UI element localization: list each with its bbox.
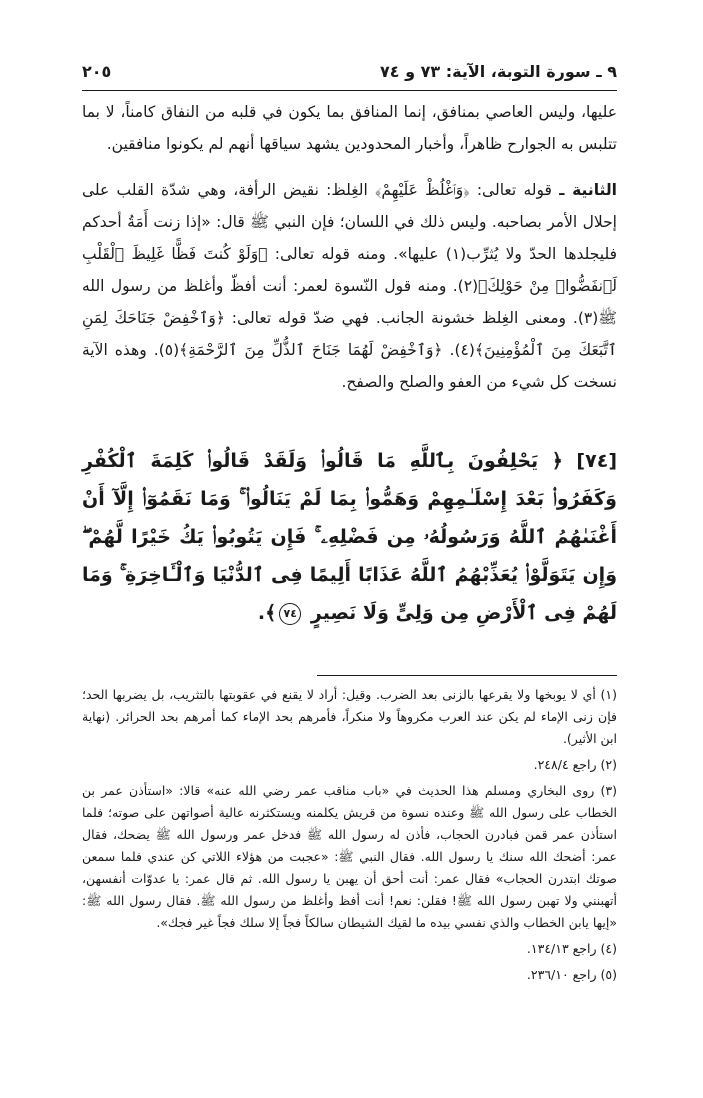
footnote-3: (٣) روى البخاري ومسلم هذا الحديث في «باب مناقب عمر رضي الله عنه» قالا: «استأذن عمر بن الخطاب على رسول الله ﷺ وعنده نسوة من قريش يكلمنه ويستكثرنه عالية أصواتهن على صوته؛ فلما استأذن عمر قمن فبادرن الحجاب، فأذن له رسول الله ﷺ فدخل عمر ورسول الله ﷺ يضحك، فقال عمر: أضحك الله سنك يا رسول الله. فقال النبي ﷺ: «عجبت من هؤلاء اللاتي كن عندي فلما سمعن صوتك ابتدرن الحجاب» فقال عمر: أنت أحق أن يهبن يا رسول الله. ثم قال عمر: يا عدوّات أنفسهن، أتهبنني ولا تهبن رسول الله ﷺ! فقلن: نعم! أنت أفظ وأغلظ من رسول الله ﷺ. فقال رسول الله ﷺ: «إيها يابن الخطاب والذي نفسي بيده ما لقيك الشيطان سالكاً فجاً إلا سلك فجاً غير فجك». bbox=[82, 783, 617, 930]
verse-closing: ﴾. bbox=[257, 602, 277, 624]
quran-verse bbox=[82, 442, 617, 632]
running-header bbox=[82, 62, 617, 90]
footnote-2: (٢) راجع ٢٤٨/٤. bbox=[533, 757, 617, 772]
page-number: ٢٠٥ bbox=[82, 62, 112, 81]
ayah-end-marker: ٧٤ bbox=[279, 603, 301, 625]
footnotes bbox=[82, 684, 617, 986]
section-lead: الثانية ـ bbox=[559, 181, 617, 199]
footnote-5: (٥) راجع ٢٣٦/١٠. bbox=[526, 967, 617, 982]
footnote-rule bbox=[317, 675, 617, 676]
header-rule bbox=[82, 90, 617, 91]
verse-line bbox=[82, 442, 617, 632]
footnote-4: (٤) راجع ١٣٤/١٣. bbox=[526, 941, 617, 956]
surah-title: ٩ ـ سورة التوبة، الآية: ٧٣ و ٧٤ bbox=[379, 62, 617, 81]
paragraph-2-text: قوله تعالى: ﴿وَٱغْلُظْ عَلَيْهِمْ﴾ الغِلظ: نقيض الرأفة، وهي شدّة القلب على إحلال الأمر بصاحبه. وليس ذلك في اللسان؛ فإن النبي ﷺ قال: «إذا زنت أَمَةُ أحدكم فليجلدها الحدّ ولا يُثرِّب(١) عليها». ومنه قوله تعالى: ﴿وَلَوْ كُنتَ فَظًّا غَلِيظَ ٱلْقَلْبِ لَٱنفَضُّوا۟ مِنْ حَوْلِكَ﴾(٢). ومنه قول النّسوة لعمر: أنت أفظّ وأغلظ من رسول الله ﷺ(٣). ومعنى الغِلظ خشونة الجانب. فهي ضدّ قوله تعالى: ﴿وَٱخْفِضْ جَنَاحَكَ لِمَنِ ٱتَّبَعَكَ مِنَ ٱلْمُؤْمِنِينَ﴾(٤). ﴿وَٱخْفِضْ لَهُمَا جَنَاحَ ٱلذُّلِّ مِنَ ٱلرَّحْمَةِ﴾(٥). وهذه الآية نسخت كل شيء من العفو والصلح والصفح. bbox=[82, 181, 618, 391]
verse-text: ﴿ يَحْلِفُونَ بِٱللَّهِ مَا قَالُوا۟ وَلَقَدْ قَالُوا۟ كَلِمَةَ ٱلْكُفْرِ وَكَفَرُوا۟ بَعْدَ إِسْلَـٰمِهِمْ وَهَمُّوا۟ بِمَا لَمْ يَنَالُوا۟ ۚ وَمَا نَقَمُوٓا۟ إِلَّآ أَنْ أَغْنَىٰهُمُ ٱللَّهُ وَرَسُولُهُۥ مِن فَضْلِهِۦ ۚ فَإِن يَتُوبُوا۟ يَكُ خَيْرًا لَّهُمْ ۖ وَإِن يَتَوَلَّوْا۟ يُعَذِّبْهُمُ ٱللَّهُ عَذَابًا أَلِيمًا فِى ٱلدُّنْيَا وَٱلْـَٔاخِرَةِ ۚ وَمَا لَهُمْ فِى ٱلْأَرْضِ مِن وَلِىٍّ وَلَا نَصِيرٍ bbox=[82, 450, 617, 624]
verse-number-label: [٧٤] bbox=[576, 450, 617, 472]
footnote-1: (١) أي لا يوبخها ولا يقرعها بالزنى بعد الضرب. وقيل: أراد لا يقنع في عقوبتها بالتثريب، بل يضربها الحد؛ فإن زنى الإماء لم يكن عند العرب مكروهاً ولا منكراً، فأمرهم بحد الإماء كما أمرهم بحد الحرائر. (نهاية ابن الأثير). bbox=[82, 687, 617, 746]
paragraph-2 bbox=[82, 174, 617, 398]
commentary-body bbox=[82, 96, 617, 398]
paragraph-1: عليها، وليس العاصي بمنافق، إنما المنافق بما يكون في قلبه من النفاق كامناً، لا بما تتلبس به الجوارح ظاهراً، وأخبار المحدودين يشهد سياقها أنهم لم يكونوا منافقين. bbox=[82, 103, 617, 153]
